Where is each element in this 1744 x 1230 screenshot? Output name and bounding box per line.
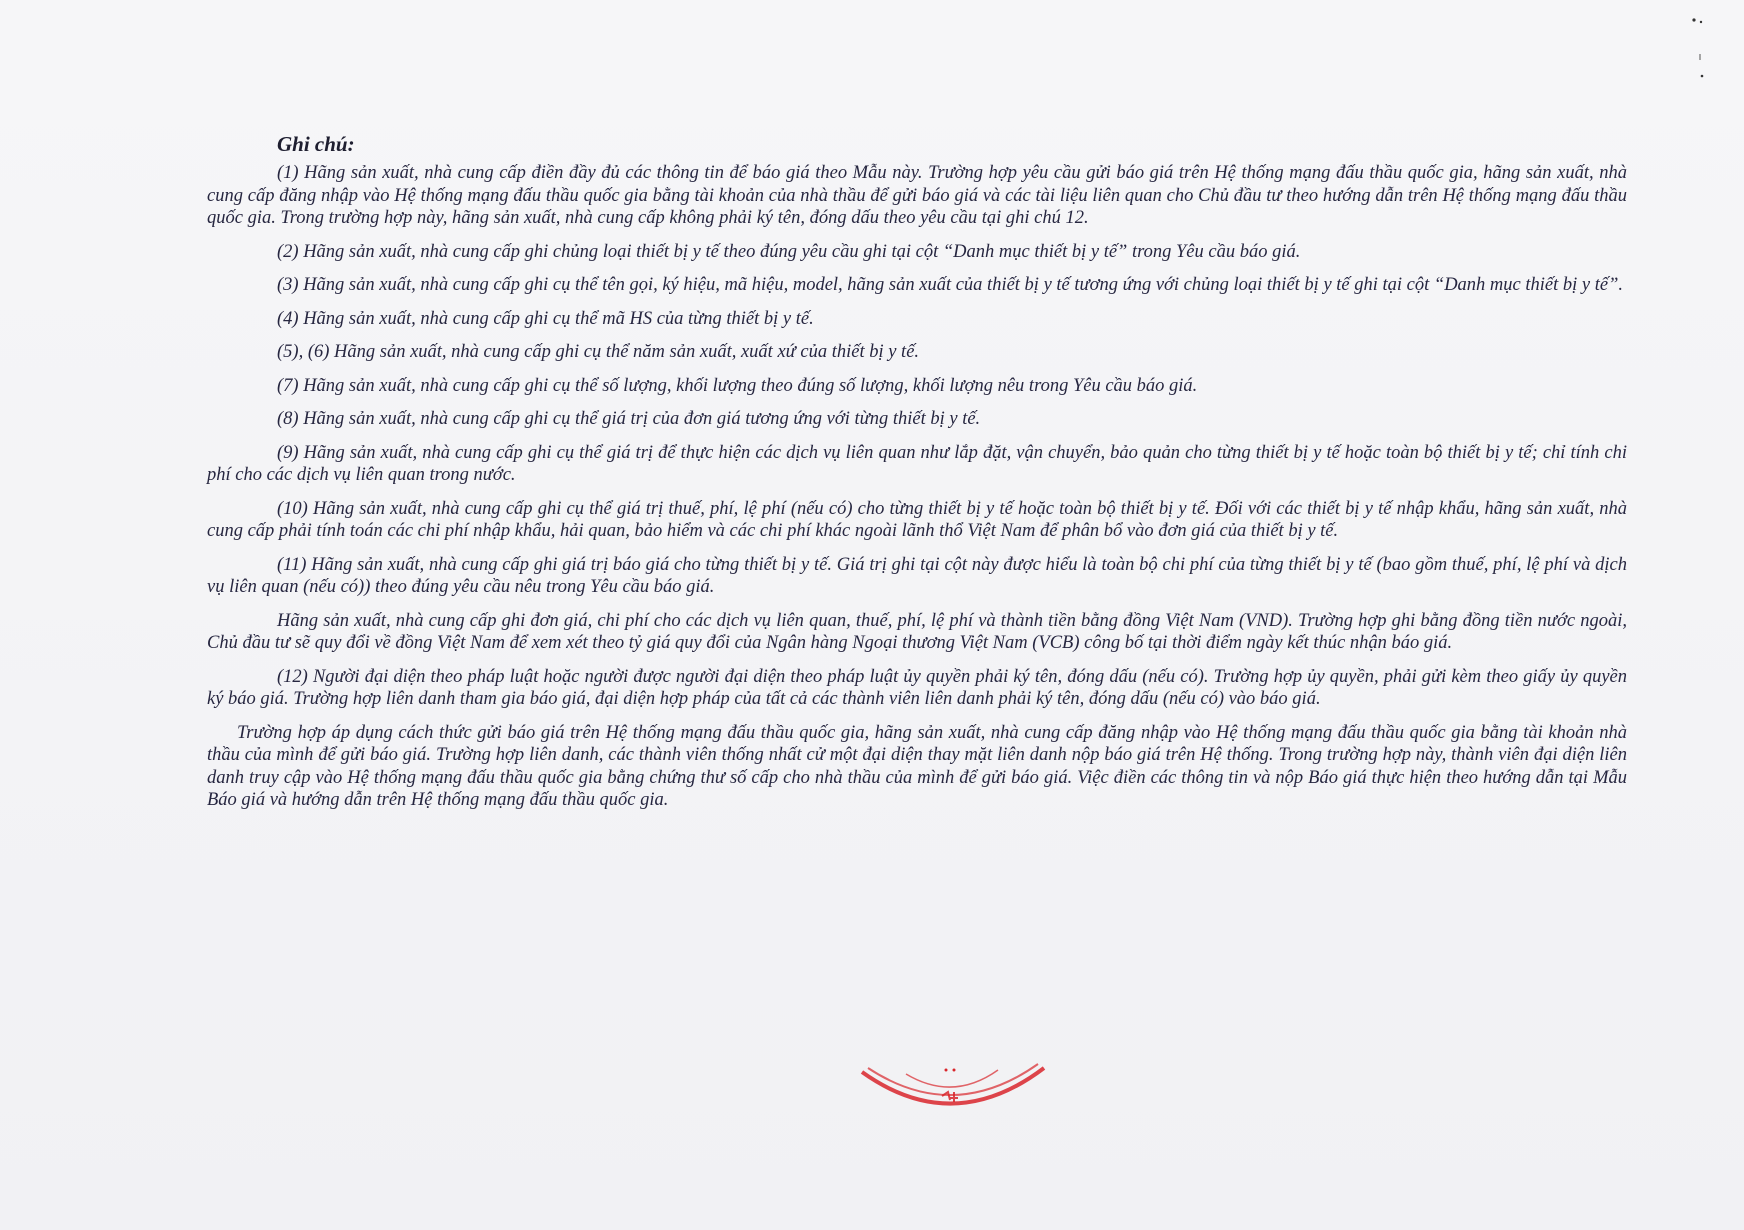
note-currency: Hãng sản xuất, nhà cung cấp ghi đơn giá, chi phí cho các dịch vụ liên quan, thuế, phí, lệ phí và thành tiền bằng đồng Việt Nam (VND). Trường hợp ghi bằng đồng tiền nước ngoài, Chủ đầu tư sẽ quy đổi về đồng Việt Nam để xem xét theo tỷ giá quy đổi của Ngân hàng Ngoại thương Việt Nam (VCB) công bố tại thời điểm ngày kết thúc nhận báo giá. <box>207 610 1627 653</box>
note-8: (8) Hãng sản xuất, nhà cung cấp ghi cụ thể giá trị của đơn giá tương ứng với từng thiết bị y tế. <box>277 409 981 429</box>
note-10: (10) Hãng sản xuất, nhà cung cấp ghi cụ thể giá trị thuế, phí, lệ phí (nếu có) cho từng thiết bị y tế hoặc toàn bộ thiết bị y tế. Đối với các thiết bị y tế nhập khẩu, hãng sản xuất, nhà cung cấp phải tính toán các chi phí nhập khẩu, hải quan, bảo hiểm và các chi phí khác ngoài lãnh thổ Việt Nam để phân bổ vào đơn giá của thiết bị y tế. <box>207 498 1627 541</box>
notes-list <box>207 162 1627 823</box>
red-seal-stamp <box>858 1062 1048 1122</box>
note-5-6: (5), (6) Hãng sản xuất, nhà cung cấp ghi cụ thể năm sản xuất, xuất xứ của thiết bị y tế. <box>277 342 920 362</box>
note-7: (7) Hãng sản xuất, nhà cung cấp ghi cụ thể số lượng, khối lượng theo đúng số lượng, khối lượng nêu trong Yêu cầu báo giá. <box>277 375 1198 396</box>
note-online-submission: Trường hợp áp dụng cách thức gửi báo giá trên Hệ thống mạng đấu thầu quốc gia, hãng sản xuất, nhà cung cấp đăng nhập vào Hệ thống mạng đấu thầu quốc gia bằng tài khoản nhà thầu của mình để gửi báo giá. Trường hợp liên danh, các thành viên thống nhất cử một đại diện thay mặt liên danh nộp báo giá trên Hệ thống. Trong trường hợp này, thành viên đại diện liên danh truy cập vào Hệ thống mạng đấu thầu quốc gia bằng chứng thư số cấp cho nhà thầu của mình để gửi báo giá. Việc điền các thông tin và nộp Báo giá thực hiện theo hướng dẫn tại Mẫu Báo giá và hướng dẫn trên Hệ thống mạng đấu thầu quốc gia. <box>207 722 1627 810</box>
note-1: (1) Hãng sản xuất, nhà cung cấp điền đầy đủ các thông tin để báo giá theo Mẫu này. Trường hợp yêu cầu gửi báo giá trên Hệ thống mạng đấu thầu quốc gia, hãng sản xuất, nhà cung cấp đăng nhập vào Hệ thống mạng đấu thầu quốc gia bằng tài khoản của nhà thầu để gửi báo giá và các tài liệu liên quan cho Chủ đầu tư theo hướng dẫn trên Hệ thống mạng đấu thầu quốc gia. Trong trường hợp này, hãng sản xuất, nhà cung cấp không phải ký tên, đóng dấu theo yêu cầu tại ghi chú 12. <box>207 163 1627 228</box>
notes-heading: Ghi chú: <box>277 132 355 156</box>
note-3: (3) Hãng sản xuất, nhà cung cấp ghi cụ thể tên gọi, ký hiệu, mã hiệu, model, hãng sản xuất của thiết bị y tế tương ứng với chủng loại thiết bị y tế ghi tại cột “Danh mục thiết bị y tế”. <box>277 275 1623 295</box>
note-2: (2) Hãng sản xuất, nhà cung cấp ghi chủng loại thiết bị y tế theo đúng yêu cầu ghi tại cột “Danh mục thiết bị y tế” trong Yêu cầu báo giá. <box>277 241 1301 262</box>
note-4: (4) Hãng sản xuất, nhà cung cấp ghi cụ thể mã HS của từng thiết bị y tế. <box>277 308 814 329</box>
scan-marks <box>1688 14 1708 84</box>
note-9: (9) Hãng sản xuất, nhà cung cấp ghi cụ thể giá trị để thực hiện các dịch vụ liên quan như lắp đặt, vận chuyển, bảo quản cho từng thiết bị y tế hoặc toàn bộ thiết bị y tế; chỉ tính chi phí cho các dịch vụ liên quan trong nước. <box>207 442 1627 485</box>
note-12: (12) Người đại diện theo pháp luật hoặc người được người đại diện theo pháp luật ủy quyền phải ký tên, đóng dấu (nếu có). Trường hợp ủy quyền, phải gửi kèm theo giấy ủy quyền ký báo giá. Trường hợp liên danh tham gia báo giá, đại diện hợp pháp của tất cả các thành viên liên danh phải ký tên, đóng dấu (nếu có) vào báo giá. <box>207 666 1627 709</box>
note-11: (11) Hãng sản xuất, nhà cung cấp ghi giá trị báo giá cho từng thiết bị y tế. Giá trị ghi tại cột này được hiểu là toàn bộ chi phí của từng thiết bị y tế (bao gồm thuế, phí, lệ phí và dịch vụ liên quan (nếu có)) theo đúng yêu cầu nêu trong Yêu cầu báo giá. <box>207 554 1627 597</box>
